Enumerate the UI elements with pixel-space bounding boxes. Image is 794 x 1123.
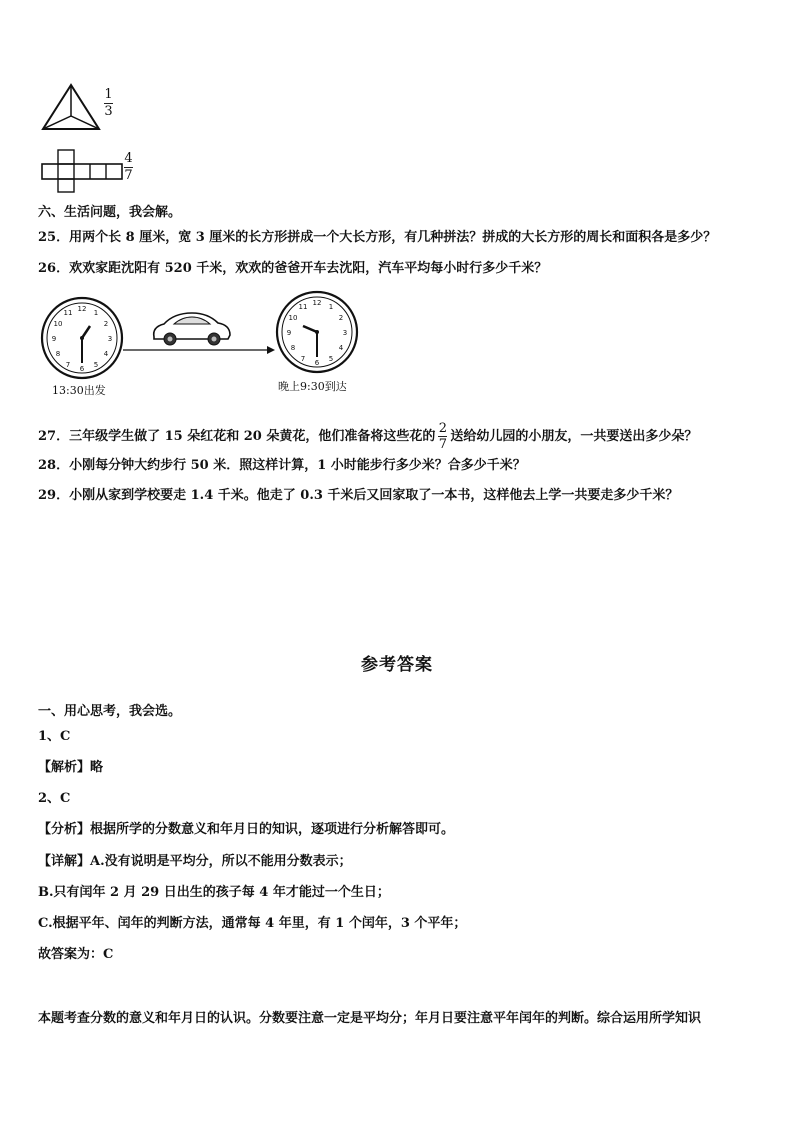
question-27-fraction-denominator: 7: [438, 437, 448, 452]
svg-text:10: 10: [53, 320, 63, 328]
svg-text:2: 2: [338, 314, 344, 322]
triangle-fraction: [104, 88, 113, 119]
clock-left: [40, 296, 124, 380]
svg-text:12: 12: [77, 305, 87, 313]
question-28: 28．小刚每分钟大约步行 50 米．照这样计算，1 小时能步行多少米？合多少千米？: [38, 458, 526, 473]
svg-text:7: 7: [65, 361, 71, 369]
svg-text:6: 6: [79, 365, 85, 373]
svg-text:8: 8: [55, 350, 61, 358]
svg-text:12: 12: [312, 299, 322, 307]
car-illustration: [148, 307, 234, 349]
answer-2-option-b: B.只有闰年 2 月 29 日出生的孩子每 4 年才能过一个生日；: [38, 885, 390, 900]
svg-text:4: 4: [338, 344, 344, 352]
svg-text:11: 11: [63, 309, 73, 317]
svg-text:5: 5: [328, 355, 334, 363]
svg-text:10: 10: [288, 314, 298, 322]
svg-text:11: 11: [298, 303, 308, 311]
svg-text:1: 1: [328, 303, 334, 311]
svg-text:2: 2: [103, 320, 109, 328]
answer-2: 2、C: [38, 791, 71, 806]
question-27-fraction: [438, 422, 447, 451]
answer-2-final: 故答案为：C: [38, 947, 114, 962]
question-26: 26．欢欢家距沈阳有 520 千米，欢欢的爸爸开车去沈阳，汽车平均每小时行多少千米？: [38, 261, 548, 276]
answer-summary: 本题考查分数的意义和年月日的认识。分数要注意一定是平均分；年月日要注意平年闰年的判断。综合运用所学知识: [38, 1011, 702, 1026]
clock-right-caption: 晚上9:30到达: [278, 380, 347, 393]
clock-right: [275, 290, 359, 374]
triangle-fraction-numerator: 1: [104, 87, 113, 102]
svg-text:4: 4: [103, 350, 109, 358]
section-6-title: 六、生活问题，我会解。: [38, 205, 182, 220]
triangle-figure: [40, 82, 102, 132]
net-fraction-numerator: 4: [124, 151, 133, 166]
answer-2-analysis: 【分析】根据所学的分数意义和年月日的知识，逐项进行分析解答即可。: [38, 822, 455, 837]
arrow-line: [123, 344, 275, 356]
question-27: [38, 422, 697, 451]
svg-text:5: 5: [93, 361, 99, 369]
answers-section-1: 一、用心思考，我会选。: [38, 704, 182, 719]
svg-text:7: 7: [300, 355, 306, 363]
answer-1: 1、C: [38, 729, 71, 744]
question-25: 25．用两个长 8 厘米，宽 3 厘米的长方形拼成一个大长方形，有几种拼法？拼成的大长方形的周长和面积各是多少？: [38, 230, 717, 245]
net-fraction-denominator: 7: [124, 168, 133, 183]
answers-heading: 参考答案: [361, 655, 433, 675]
question-29: 29．小刚从家到学校要走 1.4 千米。他走了 0.3 千米后又回家取了一本书，这样他去上学一共要走多少千米？: [38, 488, 679, 503]
svg-text:9: 9: [51, 335, 57, 343]
net-fraction: [124, 152, 133, 183]
svg-text:3: 3: [342, 329, 348, 337]
clock-left-caption: 13:30出发: [52, 384, 106, 397]
svg-text:9: 9: [286, 329, 292, 337]
triangle-fraction-denominator: 3: [104, 104, 113, 119]
svg-text:3: 3: [107, 335, 113, 343]
answer-2-detail: 【详解】A.没有说明是平均分，所以不能用分数表示；: [38, 854, 352, 869]
question-27-text-before: 27．三年级学生做了 15 朵红花和 20 朵黄花，他们准备将这些花的: [38, 428, 436, 444]
svg-text:8: 8: [290, 344, 296, 352]
answer-1-analysis: 【解析】略: [38, 760, 104, 775]
svg-text:1: 1: [93, 309, 99, 317]
question-27-text-after: 送给幼儿园的小朋友，一共要送出多少朵？: [450, 428, 698, 444]
question-27-fraction-numerator: 2: [438, 421, 448, 436]
answer-2-option-c: C.根据平年、闰年的判断方法，通常每 4 年里，有 1 个闰年，3 个平年；: [38, 916, 467, 931]
cube-net-figure: [40, 148, 124, 194]
svg-text:6: 6: [314, 359, 320, 367]
